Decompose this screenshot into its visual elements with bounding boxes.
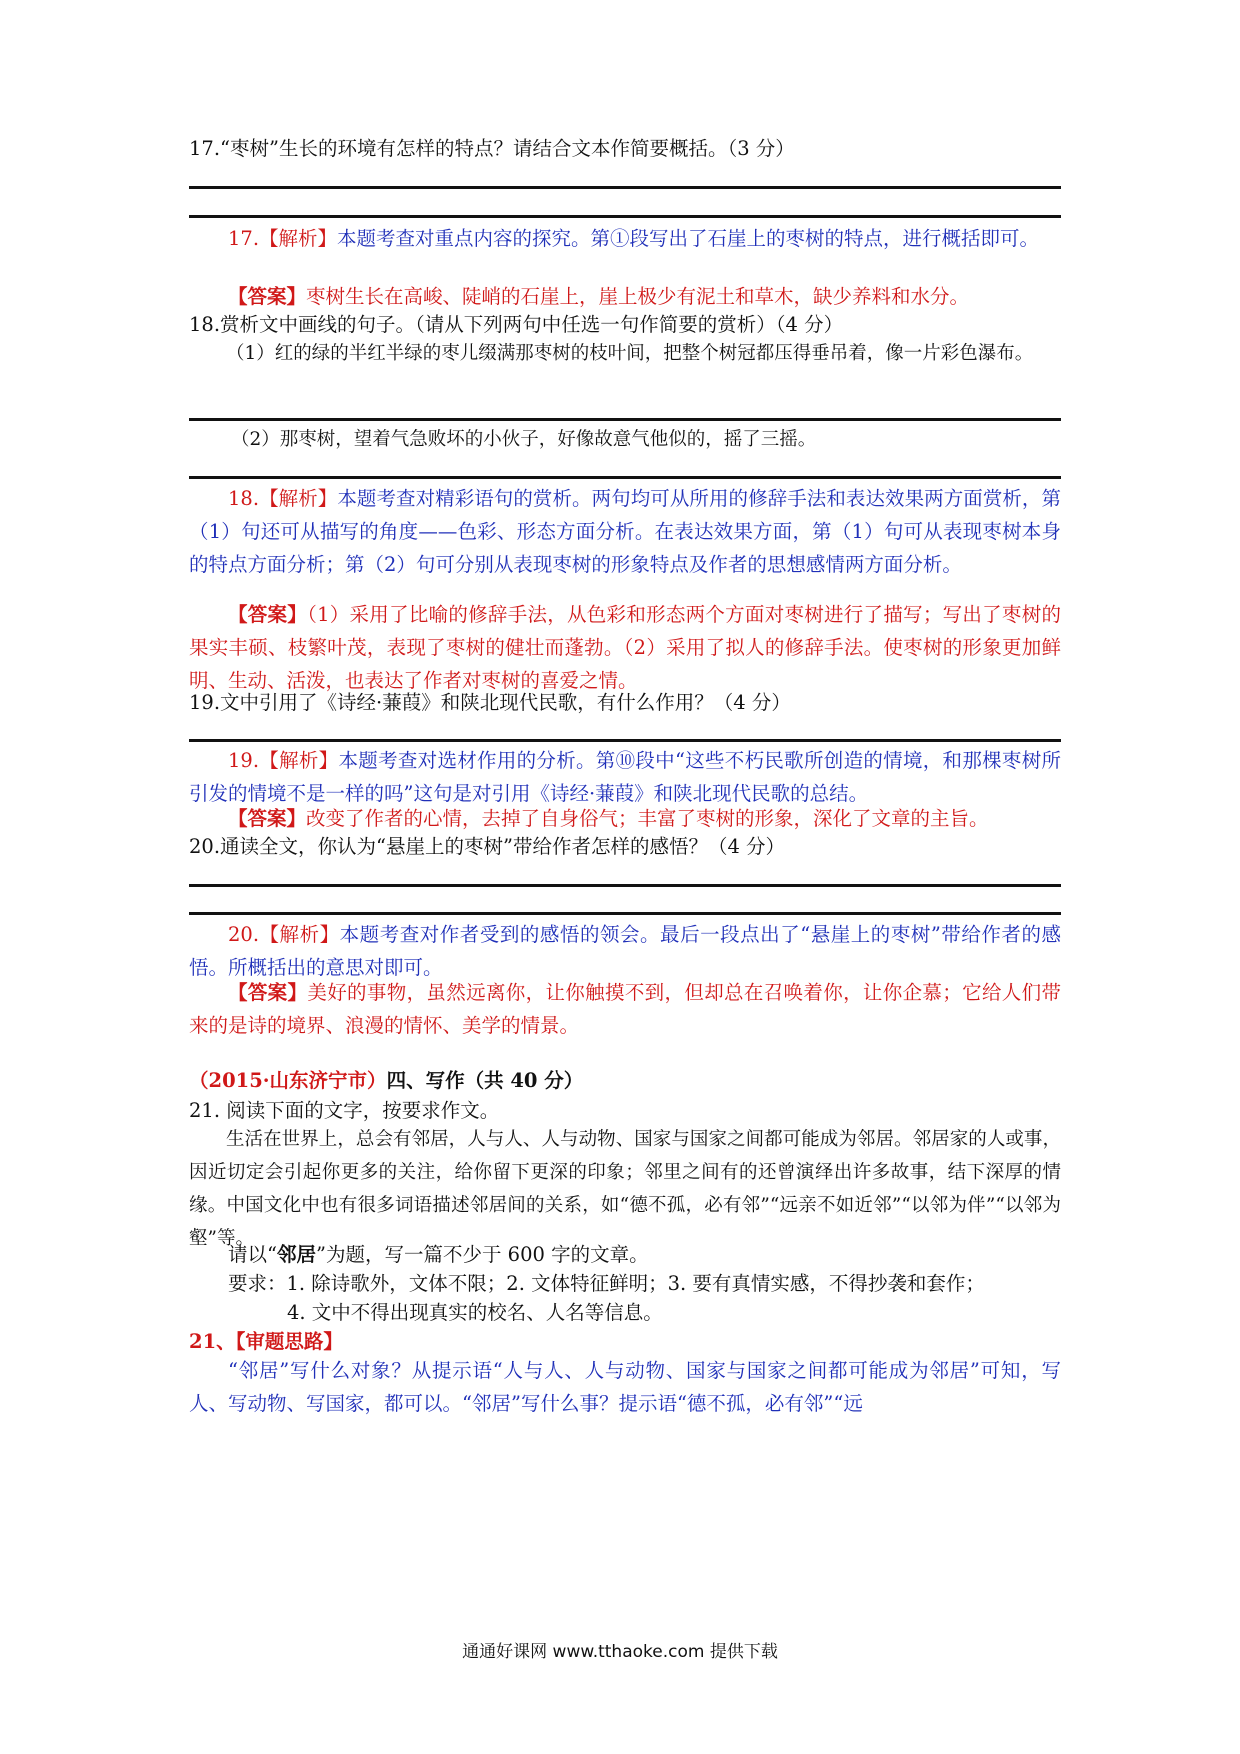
page-footer: 通通好课网 www.tthaoke.com 提供下载 (462, 1642, 778, 1662)
q21-requirement-2: 4. 文中不得出现真实的校名、人名等信息。 (287, 1301, 663, 1324)
analysis-number: 17.【解析】 (228, 227, 338, 250)
q21-thinking-tag: 21、【审题思路】 (189, 1330, 343, 1353)
q19-answer: 【答案】改变了作者的心情，去掉了自身俗气；丰富了枣树的形象，深化了文章的主旨。 (228, 807, 989, 830)
answer-line (189, 912, 1061, 915)
q18-answer: 【答案】（1）采用了比喻的修辞手法，从色彩和形态两个方面对枣树进行了描写；写出了枣树的果实丰硕、枝繁叶茂，表现了枣树的健壮而蓬勃。（2）采用了拟人的修辞手法。使枣树的形象更加鲜明、生动、活泼，也表达了作者对枣树的喜爱之情。 (189, 603, 1061, 692)
writing-heading (189, 1064, 1061, 1097)
writing-title: 四、写作（共 40 分） (386, 1069, 584, 1092)
answer-line (189, 739, 1061, 742)
q18-analysis: 18.【解析】本题考查对精彩语句的赏析。两句均可从所用的修辞手法和表达效果两方面赏析，第（1）句还可从描写的角度——色彩、形态方面分析。在表达效果方面，第（1）句可从表现枣树本身的特点方面分析；第（2）句可分别从表现枣树的形象特点及作者的思想感情两方面分析。 (189, 487, 1061, 576)
q17-analysis: 17.【解析】本题考查对重点内容的探究。第①段写出了石崖上的枣树的特点，进行概括即可。 (228, 227, 1040, 250)
q21-prompt: 请以“邻居”为题，写一篇不少于 600 字的文章。 (228, 1243, 649, 1266)
writing-source: （2015·山东济宁市） (189, 1069, 387, 1092)
q21-material: 生活在世界上，总会有邻居，人与人、人与动物、国家与国家之间都可能成为邻居。邻居家的人或事，因近切定会引起你更多的关注，给你留下更深的印象；邻里之间有的还曾演绎出许多故事，结下深厚的情缘。中国文化中也有很多词语描述邻居间的关系，如“德不孤，必有邻”“远亲不如近邻”“以邻为伴”“以邻为壑”等。 (189, 1129, 1061, 1249)
answer-line (189, 186, 1061, 189)
answer-line (189, 418, 1061, 421)
q17-question: 17.“枣树”生长的环境有怎样的特点？请结合文本作简要概括。（3 分） (189, 137, 795, 160)
q19-analysis: 19.【解析】本题考查对选材作用的分析。第⑩段中“这些不朽民歌所创造的情境，和那棵枣树所引发的情境不是一样的吗”这句是对引用《诗经·蒹葭》和陕北现代民歌的总结。 (189, 749, 1061, 805)
q20-answer: 【答案】美好的事物，虽然远离你，让你触摸不到，但却总在召唤着你，让你企慕；它给人们带来的是诗的境界、浪漫的情怀、美学的情景。 (189, 981, 1061, 1037)
q20-analysis: 20.【解析】本题考查对作者受到的感悟的领会。最后一段点出了“悬崖上的枣树”带给作者的感悟。所概括出的意思对即可。 (189, 923, 1061, 979)
q21-requirement-1: 要求：1. 除诗歌外，文体不限；2. 文体特征鲜明；3. 要有真情实感，不得抄袭和套作； (228, 1272, 985, 1295)
answer-line (189, 215, 1061, 218)
answer-line (189, 476, 1061, 479)
analysis-number: 19.【解析】 (228, 749, 339, 772)
q20-question: 20.通读全文，你认为“悬崖上的枣树”带给作者怎样的感悟？（4 分） (189, 835, 786, 858)
q17-answer: 【答案】枣树生长在高峻、陡峭的石崖上，崖上极少有泥土和草木，缺少养料和水分。 (228, 285, 970, 308)
q18-question: 18.赏析文中画线的句子。（请从下列两句中任选一句作简要的赏析）（4 分） (189, 313, 844, 336)
q21-thinking: “邻居”写什么对象？从提示语“人与人、人与动物、国家与国家之间都可能成为邻居”可知，写人、写动物、写国家，都可以。“邻居”写什么事？提示语“德不孤，必有邻”“远 (189, 1359, 1061, 1415)
analysis-number: 20.【解析】 (228, 923, 340, 946)
q18-sentence-2: （2）那枣树，望着气急败坏的小伙子，好像故意气他似的，摇了三摇。 (231, 429, 817, 450)
q19-question: 19.文中引用了《诗经·蒹葭》和陕北现代民歌，有什么作用？（4 分） (189, 691, 791, 714)
q18-sentence-1: （1）红的绿的半红半绿的枣儿缀满那枣树的枝叶间，把整个树冠都压得垂吊着，像一片彩色瀑布。 (226, 343, 1034, 364)
analysis-number: 18.【解析】 (228, 487, 338, 510)
answer-line (189, 884, 1061, 887)
q21-question: 21. 阅读下面的文字，按要求作文。 (189, 1099, 500, 1122)
